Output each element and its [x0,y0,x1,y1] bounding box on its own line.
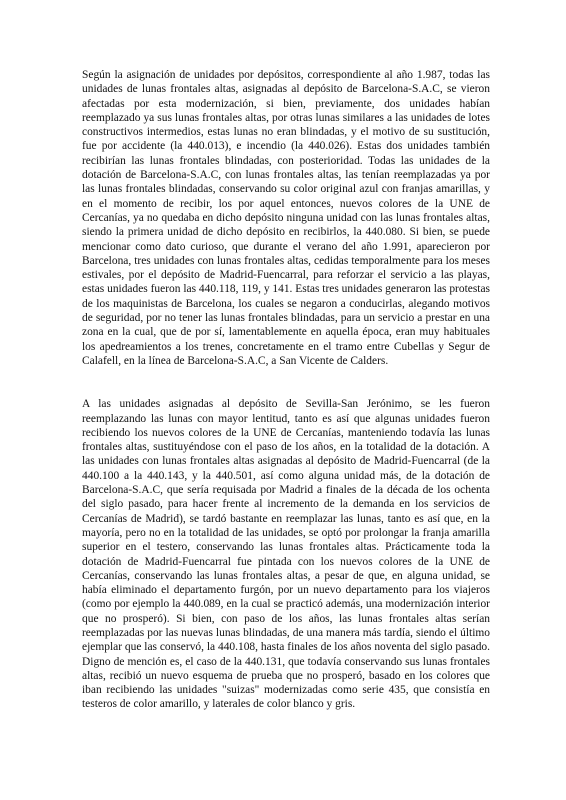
paragraph-sevilla-madrid-lunas: A las unidades asignadas al depósito de Sevilla-San Jerónimo, se les fueron reemplazando las lunas con mayor lentitud, tanto es así que algunas unidades fueron recibiendo los nuevos colores de la UNE de Cercanías, manteniendo todavía las lunas frontales altas, sustituyéndose con el paso de los años, en la totalidad de la dotación. A las unidades con lunas frontales altas asignadas al depósito de Madrid-Fuencarral (de la 440.100 a la 440.143, y la 440.501, así como alguna unidad más, de la dotación de Barcelona-S.A.C, que sería requisada por Madrid a finales de la década de los ochenta del siglo pasado, para hacer frente al incremento de la demanda en los servicios de Cercanías de Madrid), se tardó bastante en reemplazar las lunas, tanto es así que, en la mayoría, pero no en la totalidad de las unidades, se optó por prolongar la franja amarilla superior en el testero, conservando las lunas frontales altas. Prácticamente toda la dotación de Madrid-Fuencarral fue pintada con los nuevos colores de la UNE de Cercanías, conservando las lunas frontales altas, a pesar de que, en alguna unidad, se había eliminado el departamento furgón, por un nuevo departamento para los viajeros (como por ejemplo la 440.089, en la cual se practicó además, una modernización interior que no prosperó). Si bien, con paso de los años, las lunas frontales altas serían reemplazadas por las nuevas lunas blindadas, de una manera más tardía, siendo el último ejemplar que las conservó, la 440.108, hasta finales de los años noventa del siglo pasado. Digno de mención es, el caso de la 440.131, que todavía conservando sus lunas frontales altas, recibió un nuevo esquema de prueba que no prosperó, basado en los colores que iban recibiendo las unidades "suizas" modernizadas como serie 435, que consistía en testeros de color amarillo, y laterales de color blanco y gris. [82,398,490,711]
paragraph-barcelona-lunas: Según la asignación de unidades por depósitos, correspondiente al año 1.987, todas las unidades de lunas frontales altas, asignadas al depósito de Barcelona-S.A.C, se vieron afectadas por esta modernización, si bien, previamente, dos unidades habían reemplazado ya sus lunas frontales altas, por otras lunas similares a las unidades de lotes constructivos intermedios, estas lunas no eran blindadas, y el motivo de su sustitución, fue por accidente (la 440.013), e incendio (la 440.026). Estas dos unidades también recibirían las lunas frontales blindadas, con posterioridad. Todas las unidades de la dotación de Barcelona-S.A.C, con lunas frontales altas, las tenían reemplazadas ya por las lunas frontales blindadas, conservando su color original azul con franjas amarillas, y en el momento de recibir, los por aquel entonces, nuevos colores de la UNE de Cercanías, ya no quedaba en dicho depósito ninguna unidad con las lunas frontales altas, siendo la primera unidad de dicho depósito en recibirlos, la 440.080. Si bien, se puede mencionar como dato curioso, que durante el verano del año 1.991, aparecieron por Barcelona, tres unidades con lunas frontales altas, cedidas temporalmente para los meses estivales, por el depósito de Madrid-Fuencarral, para reforzar el servicio a las playas, estas unidades fueron las 440.118, 119, y 141. Estas tres unidades generaron las protestas de los maquinistas de Barcelona, los cuales se negaron a conducirlas, alegando motivos de seguridad, por no tener las lunas frontales blindadas, para un servicio a prestar en una zona en la cual, que de por sí, lamentablemente en aquella época, eran muy habituales los apedreamientos a los trenes, concretamente en el tramo entre Cubellas y Segur de Calafell, en la línea de Barcelona-S.A.C, a San Vicente de Calders. [82,69,490,367]
document-page [82,68,490,712]
